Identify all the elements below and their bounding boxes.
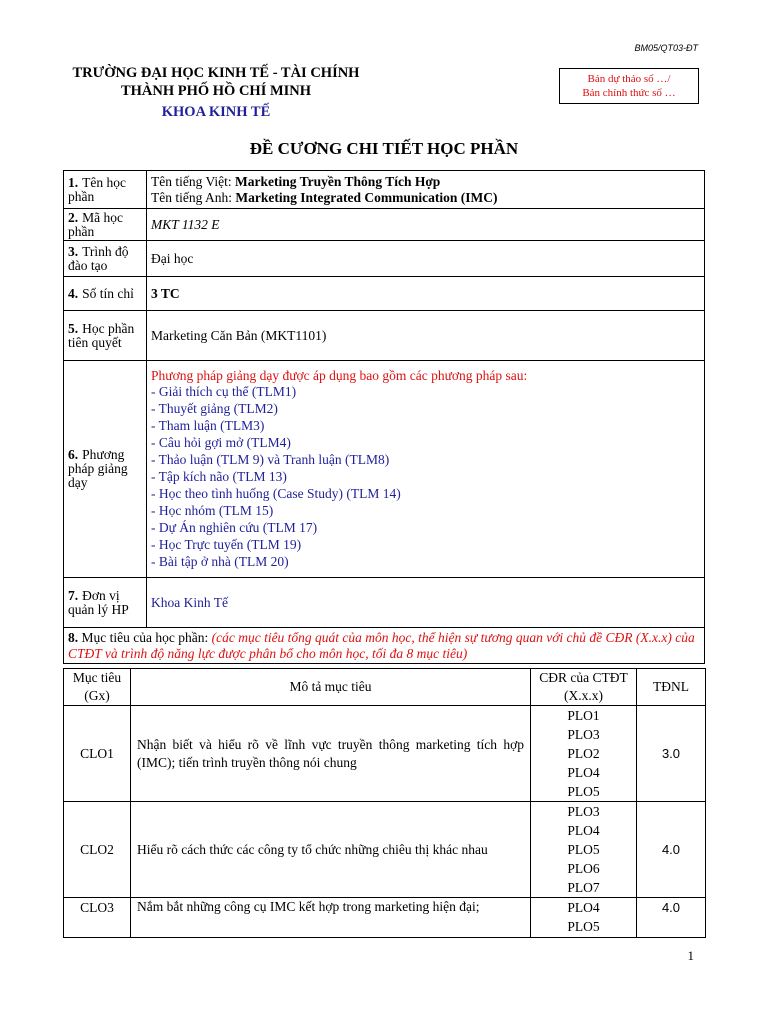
method-item: - Tham luận (TLM3) [151,418,265,434]
course-code-value: MKT 1132 E [147,209,705,241]
objectives-label: Mục tiêu của học phần: [81,629,209,645]
row-objectives [64,628,705,664]
row-number: 2. [68,209,79,225]
row-label: Trình độ đào tạo [68,243,129,273]
header-description: Mô tả mục tiêu [131,669,531,706]
form-code: BM05/QT03-ĐT [634,43,698,53]
plo-code: PLO4 [567,900,600,915]
en-name-label: Tên tiếng Anh: [151,189,232,205]
clo-description: Hiểu rõ cách thức các công ty tổ chức những chiêu thị khác nhau [131,802,531,898]
school-name [60,64,372,100]
row-label: Phương pháp giảng dạy [68,447,128,490]
clo-header-row [64,669,706,706]
methods-intro: Phương pháp giảng dạy được áp dụng bao gồm các phương pháp sau: [151,367,528,383]
method-item: - Học nhóm (TLM 15) [151,502,274,518]
faculty-name: KHOA KINH TẾ [161,104,271,120]
row-credits [64,277,705,311]
clo-level: 3.0 [637,706,706,802]
document-title: ĐỀ CƯƠNG CHI TIẾT HỌC PHẦN [249,139,519,158]
plo-code: PLO4 [567,765,600,780]
clo-row [64,706,706,802]
plo-code: PLO5 [567,784,600,799]
method-item: - Thuyết giảng (TLM2) [151,401,278,417]
objectives-note: (các mục tiêu tổng quát của môn học, thể hiện sự tương quan với chủ đề CĐR (X.x.x) của CTĐT và trình độ năng lực được phân bổ cho môn học, tối đa 8 mục tiêu) [68,629,695,661]
method-item: - Tập kích não (TLM 13) [151,469,287,484]
vi-name-value: Marketing Truyền Thông Tích Hợp [235,173,441,189]
clo-level: 4.0 [637,898,706,938]
clo-id: CLO3 [64,898,131,938]
plo-code: PLO1 [567,708,600,723]
row-number: 8. [68,629,79,645]
vi-name-label: Tên tiếng Việt: [151,173,232,189]
school-name-line1: TRƯỜNG ĐẠI HỌC KINH TẾ - TÀI CHÍNH [72,65,360,81]
training-level-value: Đại học [147,241,705,277]
method-item: - Dự Án nghiên cứu (TLM 17) [151,519,318,535]
header-tdnl: TĐNL [637,669,706,706]
clo-plo-list [531,706,637,802]
plo-code: PLO3 [567,804,600,819]
credits-value: 3 TC [147,277,705,311]
prerequisite-value: Marketing Căn Bản (MKT1101) [147,311,705,361]
method-item: - Câu hỏi gợi mở (TLM4) [151,435,291,451]
row-course-name [64,171,705,209]
row-course-code [64,209,705,241]
method-item: - Học Trực tuyến (TLM 19) [151,536,302,552]
clo-row [64,802,706,898]
row-training-level [64,241,705,277]
draft-status-box [559,68,699,104]
method-item: - Học theo tình huống (Case Study) (TLM 14) [151,485,401,501]
plo-code: PLO4 [567,823,600,838]
clo-level: 4.0 [637,802,706,898]
row-number: 3. [68,243,79,259]
clo-description: Nhận biết và hiểu rõ về lĩnh vực truyền thông marketing tích hợp (IMC); tiến trình truyền thông nói chung [131,706,531,802]
school-name-line2: THÀNH PHỐ HỒ CHÍ MINH [120,83,312,99]
clo-plo-list [531,898,637,938]
managing-unit-value: Khoa Kinh Tế [147,578,705,628]
clo-id: CLO2 [64,802,131,898]
clo-id: CLO1 [64,706,131,802]
stamp-line2: Bản chính thức số … [582,87,676,99]
plo-code: PLO3 [567,727,600,742]
header-cdr: CĐR của CTĐT (X.x.x) [531,669,637,706]
clo-description: Nắm bắt những công cụ IMC kết hợp trong marketing hiện đại; [131,898,531,938]
row-number: 4. [68,285,79,301]
row-label: Tên học phần [68,174,126,204]
course-info-table [63,170,705,664]
row-number: 5. [68,320,79,336]
row-prerequisite [64,311,705,361]
plo-code: PLO2 [567,746,600,761]
row-label: Mã học phần [68,209,123,239]
method-item: - Giải thích cụ thể (TLM1) [151,384,297,400]
method-item: - Thảo luận (TLM 9) và Tranh luận (TLM8) [151,452,390,468]
row-managing-unit [64,578,705,628]
clo-plo-list [531,802,637,898]
method-item: - Bài tập ở nhà (TLM 20) [151,553,289,569]
row-label: Đơn vị quản lý HP [68,587,129,617]
plo-code: PLO5 [567,842,600,857]
row-label: Học phần tiên quyết [68,320,135,350]
header-goal: Mục tiêu (Gx) [64,669,131,706]
en-name-value: Marketing Integrated Communication (IMC) [235,189,498,205]
plo-code: PLO6 [567,861,600,876]
stamp-line1: Bản dự thảo số …/ [587,73,671,85]
row-number: 7. [68,587,79,603]
plo-code: PLO5 [567,919,600,934]
course-objectives-table [63,668,706,938]
clo-row [64,898,706,938]
row-number: 6. [68,447,79,462]
row-number: 1. [68,174,79,190]
plo-code: PLO7 [567,880,600,895]
row-label: Số tín chỉ [82,285,134,301]
page-number: 1 [687,948,694,963]
teaching-methods-list [147,361,705,578]
row-teaching-methods [64,361,705,578]
